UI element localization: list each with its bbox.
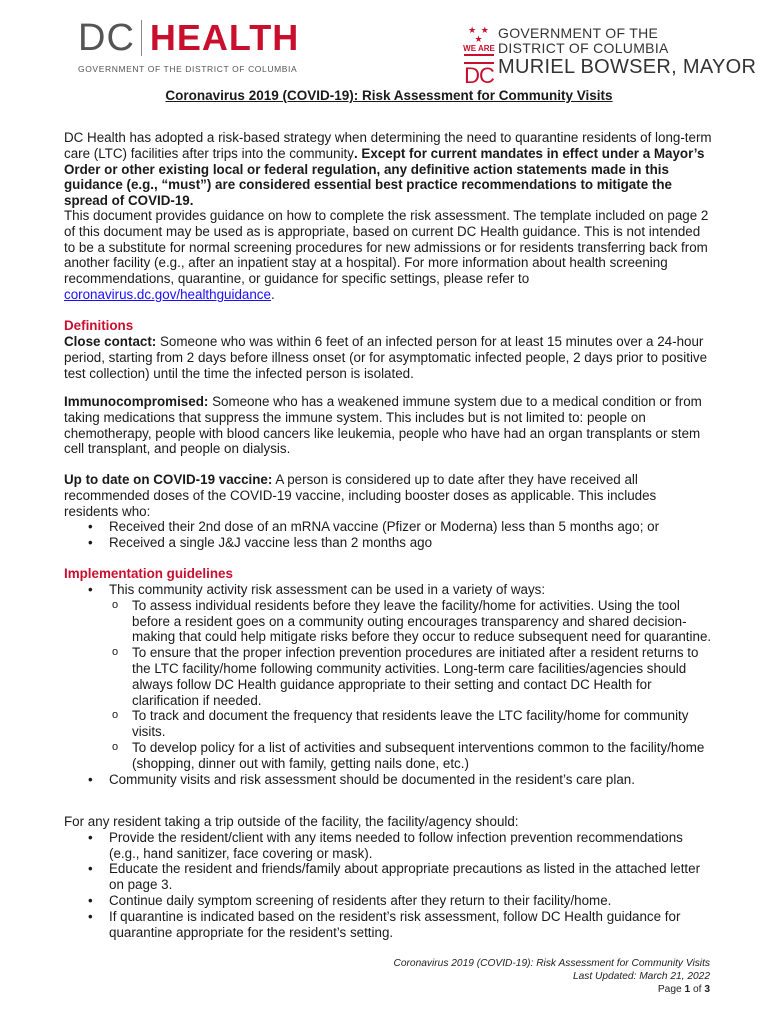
we-are-text: WE ARE: [463, 44, 495, 53]
list-item: [64, 535, 714, 551]
immunocompromised-term: Immunocompromised:: [64, 394, 209, 409]
up-to-date-text: A person is considered up to date after they have received all recommended doses of the COVID-19 vaccine, including booster doses as applicable. This includes residents who:: [64, 472, 657, 519]
list-item-text: To track and document the frequency that residents leave the LTC facility/home for community visits.: [132, 708, 689, 740]
page-of: of: [690, 984, 705, 995]
list-item-text: Provide the resident/client with any items needed to follow infection prevention recommendations (e.g., hand sanitizer, face covering or mask).: [109, 829, 683, 861]
guidance-end: .: [270, 286, 275, 302]
sub-bullet-icon: o: [112, 646, 119, 659]
list-item-text: To develop policy for a list of activities and subsequent interventions common to the facility/home (shopping, dinner out with family, getting nails done, etc.): [132, 739, 705, 771]
list-item-text: To assess individual residents before they leave the facility/home for activities. Using the tool before a resident goes on a community outing encourages transparency and shared decision-making that could help mitigate risks before they occur to reduce subsequent need for quarantine.: [132, 597, 712, 645]
implementation-heading: Implementation guidelines: [64, 566, 233, 581]
trip-section: [64, 814, 714, 940]
vaccine-criteria-list: [64, 519, 714, 551]
sub-bullet-icon: o: [112, 740, 119, 753]
stars-icon: ★ ★ ★: [468, 25, 490, 44]
dc-health-logo: [78, 17, 300, 74]
bullet-icon: •: [88, 829, 93, 845]
implementation-list: [64, 582, 714, 787]
list-item-text: Received their 2nd dose of an mRNA vaccine (Pfizer or Moderna) less than 5 months ago; or: [109, 519, 660, 535]
page-label: Page: [657, 984, 685, 995]
current-page: 1: [684, 984, 691, 995]
we-are-dc-mark-icon: [462, 25, 496, 88]
intro-text: DC Health has adopted a risk-based strategy when determining the need to quarantine residents of long-term care (LTC) facilities after trips into the community: [64, 130, 712, 161]
bullet-icon: •: [88, 535, 93, 551]
immunocompromised-text: Someone who has a weakened immune system due to a medical condition or from taking medications that suppress the immune system. This includes but is not limited to: people on chemotherapy, people with blood cancers like leukemia, people who have had an organ transplants or stem cell transplant, and people on dialysis.: [64, 394, 702, 457]
list-item-text: Received a single J&J vaccine less than 2 months ago: [109, 535, 433, 551]
definitions-section: [64, 318, 714, 381]
intro-paragraph: [64, 130, 714, 209]
sub-list-item: [64, 598, 714, 645]
bullet-icon: •: [88, 771, 93, 787]
dc-mark-text: DC: [464, 63, 494, 88]
mayor-line: MURIEL BOWSER, MAYOR: [498, 56, 757, 78]
list-item-text: Community visits and risk assessment should be documented in the resident’s care plan.: [109, 771, 635, 787]
bullet-icon: •: [88, 908, 93, 924]
bullet-icon: •: [88, 519, 93, 535]
sub-list-item: [64, 645, 714, 708]
intro-bold-text: . Except for current mandates in effect under a Mayor’s Order or other existing local or federal regulation, any definitive action statements made in this guidance (e.g., “must”) are considered essential best practice recommendations to mitigate the spread of COVID-19.: [64, 145, 705, 209]
total-pages: 3: [704, 984, 710, 995]
footer-updated: Last Updated: March 21, 2022: [572, 971, 710, 982]
list-item: [64, 909, 714, 941]
list-item-text: To ensure that the proper infection prevention procedures are initiated after a resident returns to the LTC facility/home following community activities. Long-term care facilities/agencies should always follow DC Health guidance appropriate to their setting and contact DC Health for clarification if needed.: [132, 645, 699, 708]
bullet-icon: •: [88, 861, 93, 877]
sub-bullet-icon: o: [112, 709, 119, 722]
list-item: [64, 830, 714, 862]
close-contact-term: Close contact:: [64, 334, 157, 349]
list-item-text: If quarantine is indicated based on the resident’s risk assessment, follow DC Health guidance for quarantine appropriate for the resident’s setting.: [109, 908, 681, 940]
logo-health-text: HEALTH: [149, 17, 300, 58]
footer-title: Coronavirus 2019 (COVID-19): Risk Assessment for Community Visits: [393, 958, 710, 969]
guidance-paragraph: [64, 208, 714, 303]
logo-dc-text: DC: [78, 17, 135, 59]
list-item-text: Educate the resident and friends/family about appropriate precautions as listed in the attached letter on page 3.: [109, 861, 701, 893]
dc-government-logo: [462, 25, 757, 88]
close-contact-text: Someone who was within 6 feet of an infected person for at least 15 minutes over a 24-hour period, starting from 2 days before illness onset (or for asymptomatic infected people, 2 days prior to positive test collection) until the time the infected person is isolated.: [64, 334, 708, 381]
logo-divider: [141, 20, 142, 56]
gov-line-1: GOVERNMENT OF THE: [498, 25, 659, 41]
list-item-text: This community activity risk assessment can be used in a variety of ways:: [109, 582, 546, 597]
sub-bullet-icon: o: [112, 598, 119, 611]
list-item: [64, 861, 714, 893]
list-item: [64, 893, 714, 909]
page-footer: [394, 957, 710, 996]
guidance-text: This document provides guidance on how to complete the risk assessment. The template included on page 2 of this document may be used as is appropriate, based on current DC Health guidance. This is not intended to be a substitute for normal screening procedures for new admissions or for residents transferring back from another facility (e.g., after an inpatient stay at a hospital). For more information about health screening recommendations, quarantine, or guidance for specific settings, please refer to: [64, 208, 709, 287]
close-contact-definition: [64, 334, 714, 381]
list-item: [64, 582, 714, 598]
list-item-text: Continue daily symptom screening of residents after they return to their facility/home.: [109, 892, 612, 908]
immunocompromised-definition: [64, 394, 714, 457]
bullet-icon: •: [88, 892, 93, 908]
sub-list-item: [64, 740, 714, 772]
page-number: [394, 983, 710, 996]
document-title: Coronavirus 2019 (COVID-19): Risk Assessment for Community Visits: [165, 88, 613, 103]
trip-list: [64, 830, 714, 941]
list-item: [64, 519, 714, 535]
trip-intro: For any resident taking a trip outside of the facility, the facility/agency should:: [64, 814, 519, 829]
list-item: [64, 772, 714, 788]
gov-line-2: DISTRICT OF COLUMBIA: [498, 40, 669, 56]
logo-subtitle: GOVERNMENT OF THE DISTRICT OF COLUMBIA: [78, 64, 298, 74]
up-to-date-term: Up to date on COVID-19 vaccine:: [64, 472, 273, 487]
implementation-section: [64, 566, 714, 787]
up-to-date-definition: [64, 472, 714, 551]
health-guidance-link[interactable]: coronavirus.dc.gov/healthguidance: [64, 286, 271, 302]
bullet-icon: •: [88, 582, 93, 597]
sub-list-item: [64, 708, 714, 740]
definitions-heading: Definitions: [64, 318, 134, 333]
